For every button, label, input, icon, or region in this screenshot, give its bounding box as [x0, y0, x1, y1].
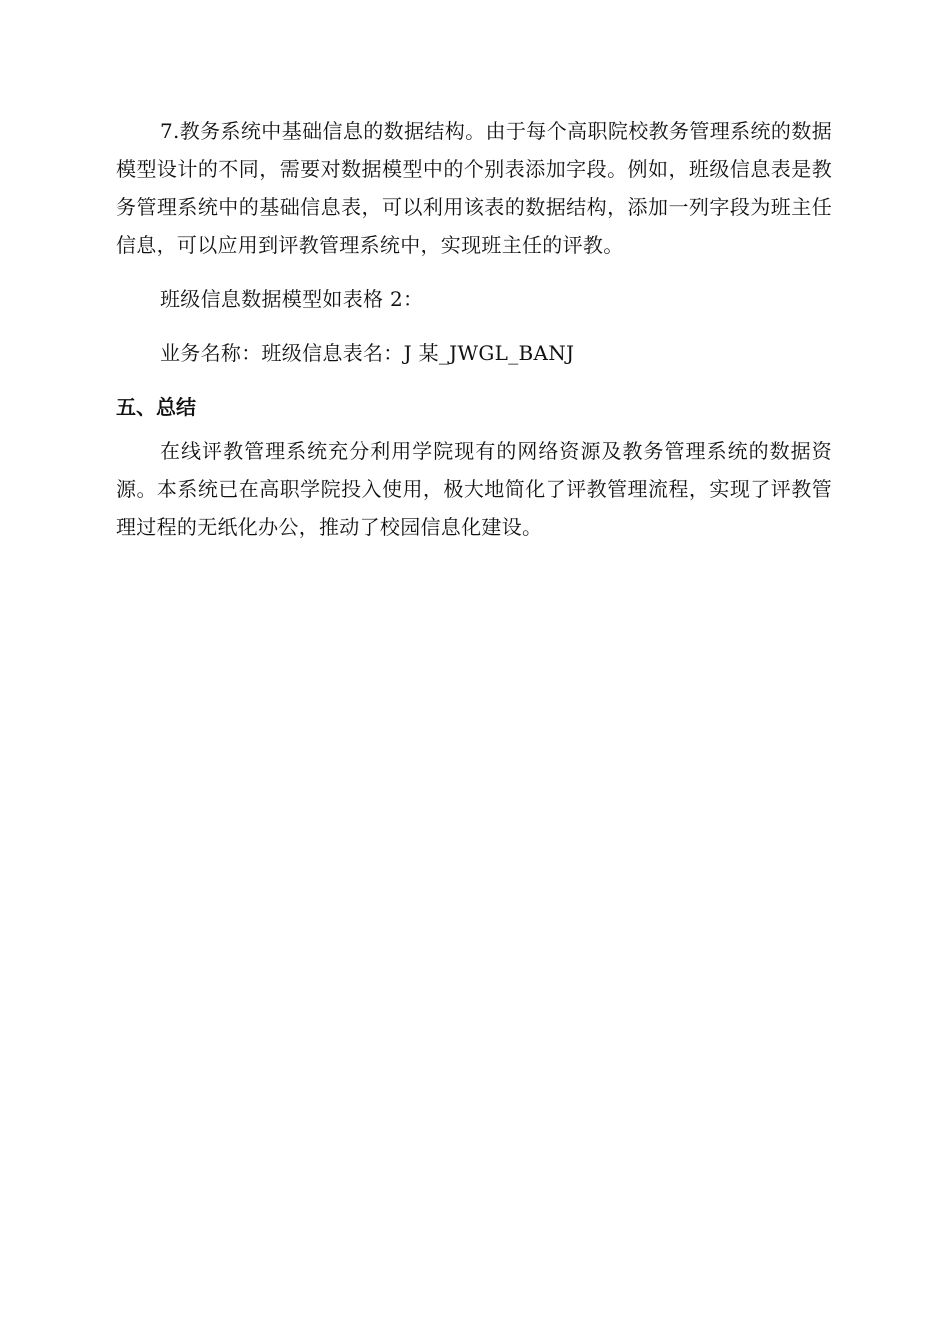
section-heading-summary: 五、总结	[116, 395, 196, 419]
paragraph-data-structure: 7.教务系统中基础信息的数据结构。由于每个高职院校教务管理系统的数据模型设计的不同，需要对数据模型中的个别表添加字段。例如，班级信息表是教务管理系统中的基础信息表，可以利用该表的数据结构，添加一列字段为班主任信息，可以应用到评教管理系统中，实现班主任的评教。	[116, 119, 832, 257]
paragraph-class-model: 班级信息数据模型如表格 2：	[160, 287, 424, 311]
paragraph-table-name: 业务名称：班级信息表名：J 某_JWGL_BANJ	[160, 341, 575, 365]
document-content	[116, 112, 832, 546]
paragraph-summary: 在线评教管理系统充分利用学院现有的网络资源及教务管理系统的数据资源。本系统已在高职学院投入使用，极大地简化了评教管理流程，实现了评教管理过程的无纸化办公，推动了校园信息化建设。	[116, 439, 832, 539]
